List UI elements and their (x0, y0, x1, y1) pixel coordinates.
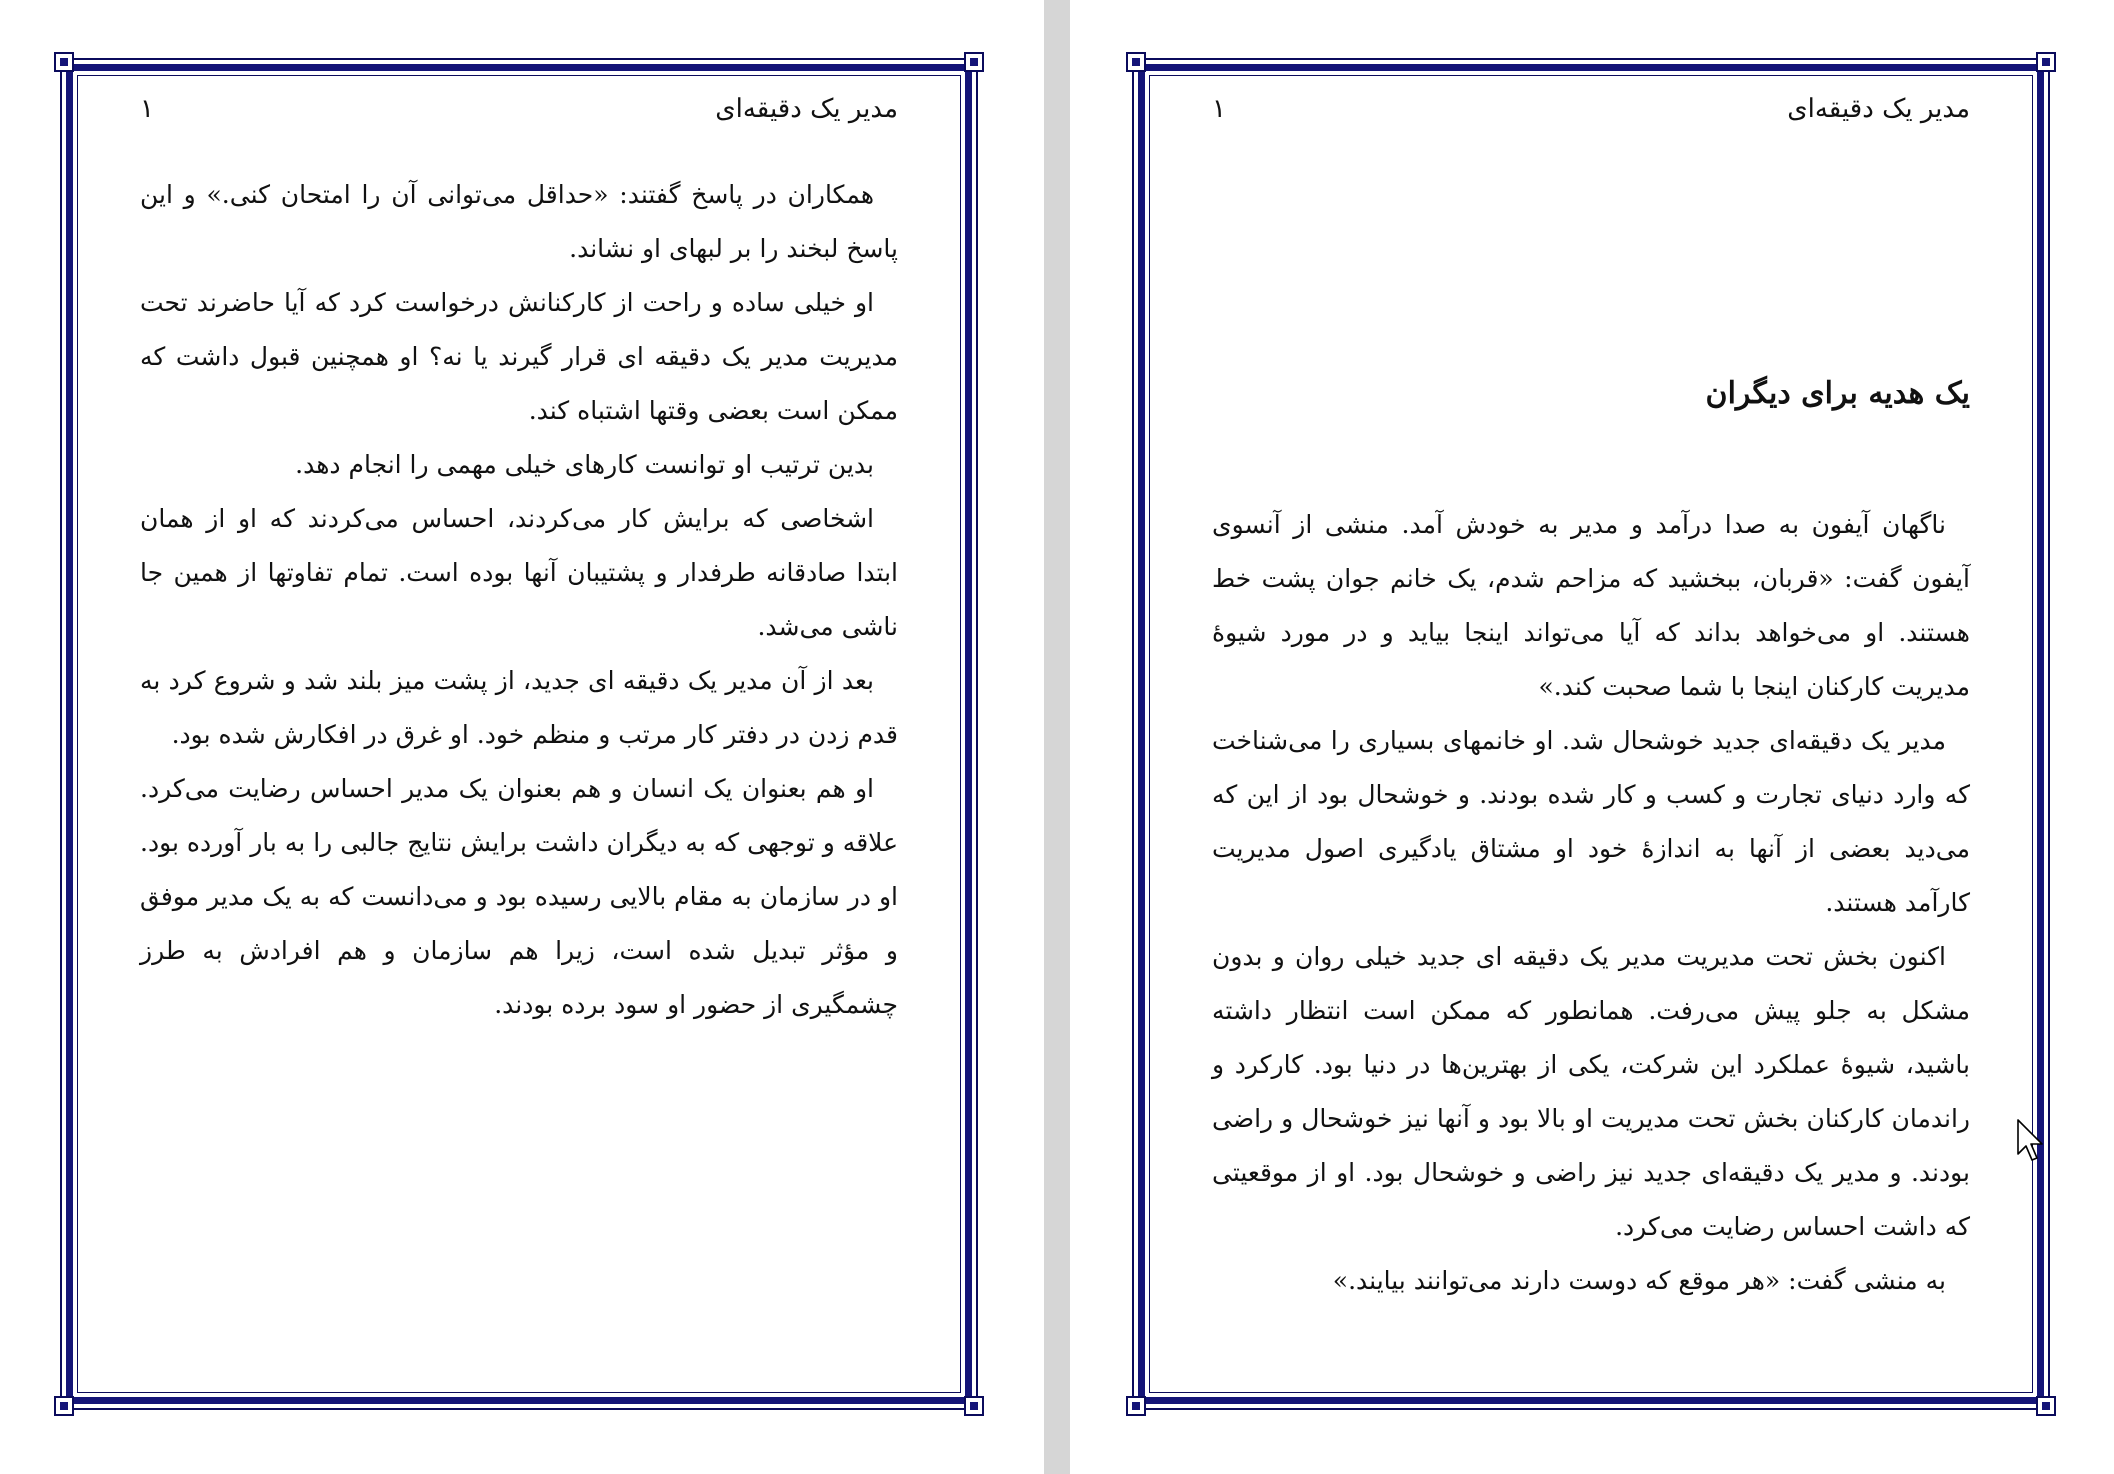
page-body-text (1212, 498, 1970, 1308)
paragraph: بعد از آن مدیر یک دقیقه ای جدید، از پشت میز بلند شد و شروع کرد به قدم زدن در دفتر کار مرتب و منظم خود. او غرق در افکارش شده بود. (140, 666, 898, 749)
paragraph: بدین ترتیب او توانست کارهای خیلی مهمی را انجام دهد. (295, 450, 874, 479)
border-corner-ornament (1126, 52, 1146, 72)
page-body-text (140, 168, 898, 1032)
border-corner-ornament (2036, 52, 2056, 72)
page-number: ۱ (1212, 94, 1226, 124)
border-corner-ornament (54, 1396, 74, 1416)
paragraph: ناگهان آیفون به صدا درآمد و مدیر به خودش آمد. منشی از آنسوی آیفون گفت: «قربان، ببخشید که مزاحم شدم، یک خانم جوان پشت خط هستند. او می‌خواهد بداند که آیا می‌تواند اینجا بیاید و در مورد شیوهٔ مدیریت کارکنان اینجا با شما صحبت کند.» (1212, 510, 1970, 701)
page-header (1212, 94, 1970, 134)
running-title: مدیر یک دقیقه‌ای (1787, 94, 1970, 124)
border-corner-ornament (54, 52, 74, 72)
paragraph: مدیر یک دقیقه‌ای جدید خوشحال شد. او خانمهای بسیاری را می‌شناخت که وارد دنیای تجارت و کسب و کار شده بودند. و خوشحال بود از این که می‌دید بعضی از آنها به اندازهٔ خود او مشتاق یادگیری اصول مدیریت کارآمد هستند. (1212, 726, 1970, 917)
paragraph: او خیلی ساده و راحت از کارکنانش درخواست کرد که آیا حاضرند تحت مدیریت مدیر یک دقیقه ای قرار گیرند یا نه؟ او همچنین قبول داشت که ممکن است بعضی وقتها اشتباه کند. (140, 288, 898, 425)
paragraph: او هم بعنوان یک انسان و هم بعنوان یک مدیر احساس رضایت می‌کرد. علاقه و توجهی که به دیگران داشت برایش نتایج جالبی را به بار آورده بود. او در سازمان به مقام بالایی رسیده بود و می‌دانست که به یک مدیر موفق و مؤثر تبدیل شده است، زیرا هم سازمان و هم افرادش به طرز چشمگیری از حضور او سود برده بودند. (140, 774, 898, 1019)
paragraph: اشخاصی که برایش کار می‌کردند، احساس می‌کردند که او از همان ابتدا صادقانه طرفدار و پشتیبان آنها بوده است. تمام تفاوتها از همین جا ناشی می‌شد. (140, 504, 898, 641)
border-corner-ornament (964, 1396, 984, 1416)
running-title: مدیر یک دقیقه‌ای (715, 94, 898, 124)
chapter-title: یک هدیه برای دیگران (1705, 376, 1970, 411)
paragraph: اکنون بخش تحت مدیریت مدیر یک دقیقه ای جدید خیلی روان و بدون مشکل به جلو پیش می‌رفت. همانطور که ممکن است انتظار داشته باشید، شیوهٔ عملکرد این شرکت، یکی از بهترین‌ها در دنیا بود. کارکرد و راندمان کارکنان بخش تحت مدیریت او بالا بود و آنها نیز خوشحال و راضی بودند. و مدیر یک دقیقه‌ای جدید نیز راضی و خوشحال بود. او از موقعیتی که داشت احساس رضایت می‌کرد. (1212, 942, 1970, 1241)
border-corner-ornament (2036, 1396, 2056, 1416)
border-corner-ornament (1126, 1396, 1146, 1416)
mouse-pointer-icon (2016, 1118, 2044, 1162)
document-page-left (60, 58, 978, 1410)
paragraph: همکاران در پاسخ گفتند: «حداقل می‌توانی آن را امتحان کنی.» و این پاسخ لبخند را بر لبهای او نشاند. (140, 180, 898, 263)
page-gap-divider (1044, 0, 1070, 1474)
page-header (140, 94, 898, 134)
paragraph: به منشی گفت: «هر موقع که دوست دارند می‌توانند بیایند.» (1332, 1266, 1946, 1295)
page-number: ۱ (140, 94, 154, 124)
document-page-right (1132, 58, 2050, 1410)
border-corner-ornament (964, 52, 984, 72)
